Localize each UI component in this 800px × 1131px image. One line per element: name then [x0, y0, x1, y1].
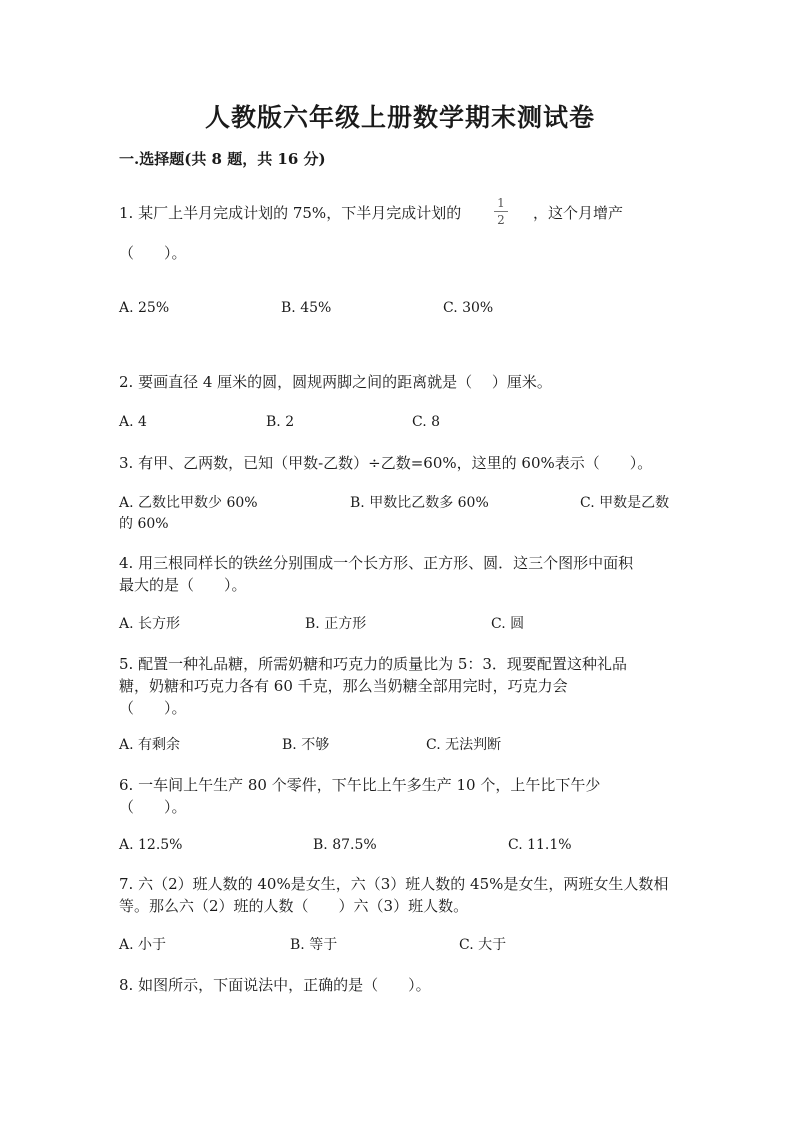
question-7-option-a: A. 小于	[119, 937, 167, 953]
question-3-text: 3. 有甲、乙两数，已知（甲数-乙数）÷乙数=60%，这里的 60%表示（ ）。	[119, 454, 653, 472]
question-6-option-b: B. 87.5%	[313, 837, 377, 853]
question-5-option-b: B. 不够	[282, 737, 330, 753]
question-4-option-a: A. 长方形	[119, 616, 181, 632]
question-2-option-b: B. 2	[266, 414, 295, 430]
question-6-text: 6. 一车间上午生产 80 个零件，下午比上午多生产 10 个，上午比下午少	[119, 776, 601, 794]
fraction-denominator: 2	[497, 213, 505, 227]
question-6-blank: （ ）。	[119, 798, 187, 816]
question-1-option-a: A. 25%	[119, 300, 170, 316]
question-2-option-c: C. 8	[412, 414, 441, 430]
question-4-text-line2: 最大的是（ ）。	[119, 576, 247, 594]
question-1-text: 1. 某厂上半月完成计划的 75%，下半月完成计划的	[119, 204, 462, 222]
question-6-option-c: C. 11.1%	[508, 837, 572, 853]
question-8-text: 8. 如图所示，下面说法中，正确的是（ ）。	[119, 976, 431, 994]
question-5-text-line2: 糖，奶糖和巧克力各有 60 千克，那么当奶糖全部用完时，巧克力会	[119, 677, 568, 695]
question-3-option-b: B. 甲数比乙数多 60%	[350, 495, 489, 511]
question-4-option-c: C. 圆	[491, 616, 525, 632]
question-5-blank: （ ）。	[119, 699, 187, 717]
question-4-text: 4. 用三根同样长的铁丝分别围成一个长方形、正方形、圆．这三个图形中面积	[119, 554, 634, 572]
question-5-text: 5. 配置一种礼品糖，所需奶糖和巧克力的质量比为 5：3．现要配置这种礼品	[119, 655, 627, 673]
question-3-option-c: C. 甲数是乙数	[580, 495, 670, 511]
question-7-text-line2: 等。那么六（2）班的人数（ ）六（3）班人数。	[119, 897, 469, 915]
question-2-option-a: A. 4	[119, 414, 147, 430]
page-title: 人教版六年级上册数学期末测试卷	[204, 103, 595, 132]
question-1-blank: （ ）。	[119, 244, 187, 262]
fraction-bar	[494, 211, 508, 212]
question-1-text-end: ，这个月增产	[533, 204, 624, 222]
section-heading: 一.选择题(共 8 题，共 16 分)	[119, 150, 326, 168]
question-3-option-a: A. 乙数比甲数少 60%	[119, 495, 258, 511]
question-2-text: 2. 要画直径 4 厘米的圆，圆规两脚之间的距离就是（ ）厘米。	[119, 373, 552, 391]
question-3-option-c-continued: 的 60%	[119, 516, 169, 532]
question-7-option-b: B. 等于	[290, 937, 338, 953]
fraction-numerator: 1	[497, 196, 505, 210]
question-1-option-b: B. 45%	[281, 300, 332, 316]
question-1-option-c: C. 30%	[443, 300, 494, 316]
question-7-text: 7. 六（2）班人数的 40%是女生，六（3）班人数的 45%是女生，两班女生人数相	[119, 875, 669, 893]
question-4-option-b: B. 正方形	[305, 616, 367, 632]
question-5-option-c: C. 无法判断	[426, 737, 502, 753]
question-5-option-a: A. 有剩余	[119, 737, 181, 753]
question-6-option-a: A. 12.5%	[119, 837, 183, 853]
question-1-fraction	[492, 196, 510, 227]
question-7-option-c: C. 大于	[459, 937, 507, 953]
